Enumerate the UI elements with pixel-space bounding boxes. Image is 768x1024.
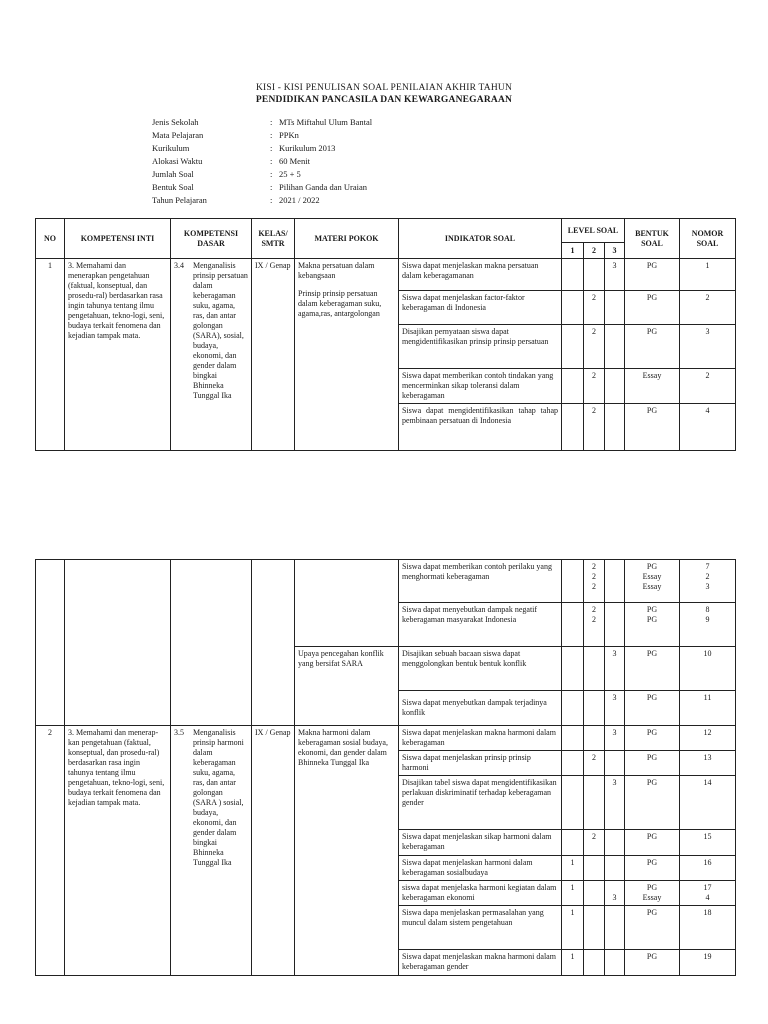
nomor-soal-cell: 4: [680, 404, 736, 451]
level-3-cell: [605, 830, 625, 856]
level-2-cell: [584, 856, 605, 881]
info-value: MTs Miftahul Ulum Bantal: [279, 117, 373, 127]
level-2-cell: 2: [584, 291, 605, 325]
level-3-cell: 3: [605, 881, 625, 906]
nomor-soal-cell: 7 2 3: [680, 560, 736, 603]
info-label: Kurikulum: [152, 143, 190, 153]
header-nomor-soal: NOMOR SOAL: [680, 219, 736, 259]
level-2-cell: 2: [584, 830, 605, 856]
level-3-cell: 3: [605, 726, 625, 751]
level-3-cell: [605, 369, 625, 404]
indikator-cell: Siswa dapat mengidentifikasikan tahap tahap pembinaan persatuan di Indonesia: [399, 404, 562, 451]
info-row: Bentuk Soal : Pilihan Ganda dan Uraian: [152, 182, 368, 192]
info-label: Mata Pelajaran: [152, 130, 204, 140]
nomor-soal-cell: 13: [680, 751, 736, 776]
nomor-soal-cell: 2: [680, 291, 736, 325]
level-1-cell: 1: [562, 950, 584, 976]
bentuk-soal-cell: PG: [625, 291, 680, 325]
bentuk-soal-cell: PG: [625, 751, 680, 776]
level-2-cell: [584, 259, 605, 291]
info-label: Bentuk Soal: [152, 182, 194, 192]
level-1-cell: [562, 291, 584, 325]
info-label: Alokasi Waktu: [152, 156, 203, 166]
level-3-cell: 3: [605, 776, 625, 830]
level-2-cell: [584, 776, 605, 830]
table-row: [36, 259, 736, 291]
header-indikator: INDIKATOR SOAL: [399, 219, 562, 259]
level-1-cell: [562, 560, 584, 603]
indikator-cell: Disajikan sebuah bacaan siswa dapat menggolongkan bentuk bentuk konflik: [399, 647, 562, 691]
row-number: [36, 560, 65, 726]
info-label: Jumlah Soal: [152, 169, 194, 179]
level-1-cell: [562, 647, 584, 691]
indikator-cell: Siswa dapat menjelaskan makna persatuan dalam keberagamanan: [399, 259, 562, 291]
level-3-cell: [605, 325, 625, 369]
indikator-cell: siswa dapat menjelaska harmoni kegiatan dalam keberagaman ekonomi: [399, 881, 562, 906]
indikator-cell: Siswa dapat menjelaskan makna harmoni dalam keberagaman: [399, 726, 562, 751]
level-3-cell: [605, 603, 625, 647]
level-1-cell: [562, 691, 584, 726]
kompetensi-dasar-cell: [171, 560, 252, 726]
indikator-cell: Siswa dapat menjelaskan sikap harmoni dalam keberagaman: [399, 830, 562, 856]
materi-item: Prinsip prinsip persatuan dalam keberagaman suku, agama,ras, antargolongan: [298, 289, 382, 318]
header-level-1: 1: [562, 243, 584, 259]
info-row: Jenis Sekolah : MTs Miftahul Ulum Bantal: [152, 117, 373, 127]
level-2-cell: [584, 906, 605, 950]
indikator-cell: Siswa dapat menjelaskan harmoni dalam keberagaman sosialbudaya: [399, 856, 562, 881]
level-2-cell: [584, 881, 605, 906]
info-value: Pilihan Ganda dan Uraian: [279, 182, 368, 192]
document-title: KISI - KISI PENULISAN SOAL PENILAIAN AKHIR TAHUN: [255, 83, 513, 93]
nomor-soal-cell: 11: [680, 691, 736, 726]
nomor-soal-cell: 10: [680, 647, 736, 691]
materi-item: Makna persatuan dalam kebangsaan: [298, 261, 375, 280]
info-row: Jumlah Soal : 25 + 5: [152, 169, 301, 179]
nomor-soal-cell: 2: [680, 369, 736, 404]
level-1-cell: [562, 369, 584, 404]
bentuk-soal-cell: Essay: [625, 369, 680, 404]
kompetensi-inti-cell: 3. Memahami dan menerap-kan pengetahuan (faktual, konseptual, dan prosedu-ral) berdasarkan rasa ingin tahunya tentang ilmu pengetahuan, tekno-logi, seni, budaya terkait fenomena dan kejadian tampak mata.: [65, 726, 171, 976]
level-3-cell: [605, 291, 625, 325]
level-3-cell: [605, 950, 625, 976]
indikator-cell: Siswa dapat menyebutkan dampak terjadinya konflik: [399, 691, 562, 726]
bentuk-soal-cell: PG: [625, 856, 680, 881]
info-row: Tahun Pelajaran : 2021 / 2022: [152, 195, 320, 205]
level-1-cell: [562, 776, 584, 830]
bentuk-soal-cell: PG: [625, 325, 680, 369]
level-2-cell: 2 2 2: [584, 560, 605, 603]
nomor-soal-cell: 12: [680, 726, 736, 751]
bentuk-soal-cell: PG: [625, 404, 680, 451]
row-number: 1: [36, 259, 65, 451]
kompetensi-dasar-cell: [171, 726, 252, 976]
table-row: [36, 560, 736, 603]
kd-number: 3.5: [174, 728, 184, 737]
indikator-cell: Siswa dapat menjelaskan prinsip prinsip harmoni: [399, 751, 562, 776]
bentuk-soal-cell: PG: [625, 776, 680, 830]
bentuk-soal-cell: PG PG: [625, 603, 680, 647]
nomor-soal-cell: 17 4: [680, 881, 736, 906]
level-1-cell: [562, 404, 584, 451]
header-no: NO: [36, 219, 65, 259]
indikator-cell: Siswa dapa menjelaskan permasalahan yang muncul dalam sistem pengetahuan: [399, 906, 562, 950]
bentuk-soal-cell: PG: [625, 691, 680, 726]
kd-text: Menganalisis prinsip harmoni dalam keberagaman suku, agama, ras, dan antar golongan (SARA ) sosial, budaya, ekonomi, dan gender dalam bingkai Bhinneka Tunggal Ika: [193, 728, 244, 867]
info-value: 60 Menit: [279, 156, 310, 166]
kompetensi-inti-cell: [65, 560, 171, 726]
level-1-cell: 1: [562, 856, 584, 881]
nomor-soal-cell: 1: [680, 259, 736, 291]
level-2-cell: 2: [584, 404, 605, 451]
nomor-soal-cell: 8 9: [680, 603, 736, 647]
bentuk-soal-cell: PG Essay Essay: [625, 560, 680, 603]
header-kompetensi-dasar: KOMPETENSI DASAR: [171, 219, 252, 259]
level-1-cell: [562, 726, 584, 751]
level-3-cell: [605, 560, 625, 603]
kompetensi-inti-cell: 3. Memahami dan menerapkan pengetahuan (faktual, konseptual, dan prosedu-ral) berdasarkan rasa ingin tahunya tentang ilmu pengetahuan, tekno-logi, seni, budaya terkait fenomena dan kejadian tampak mata.: [65, 259, 171, 451]
info-label: Jenis Sekolah: [152, 117, 199, 127]
indikator-cell: Disajikan tabel siswa dapat mengidentifikasikan perlakuan diskriminatif terhadap keberagaman gender: [399, 776, 562, 830]
bentuk-soal-cell: PG: [625, 950, 680, 976]
level-3-cell: [605, 906, 625, 950]
header-materi-pokok: MATERI POKOK: [295, 219, 399, 259]
materi-pokok-cell: Makna harmoni dalam keberagaman sosial budaya, ekonomi, dan gender dalam Bhinneka Tunggal Ika: [295, 726, 399, 976]
level-1-cell: [562, 751, 584, 776]
header-bentuk-soal: BENTUK SOAL: [625, 219, 680, 259]
bentuk-soal-cell: PG: [625, 830, 680, 856]
nomor-soal-cell: 16: [680, 856, 736, 881]
info-block: [152, 116, 372, 207]
table-row: [36, 726, 736, 751]
bentuk-soal-cell: PG: [625, 906, 680, 950]
level-2-cell: [584, 950, 605, 976]
document-subtitle: PENDIDIKAN PANCASILA DAN KEWARGANEGARAAN: [255, 95, 513, 105]
materi-pokok-cell: [295, 259, 399, 451]
row-number: 2: [36, 726, 65, 976]
level-2-cell: [584, 647, 605, 691]
header-kompetensi-inti: KOMPETENSI INTI: [65, 219, 171, 259]
kd-number: 3.4: [174, 261, 184, 270]
indikator-cell: Siswa dapat memberikan contoh tindakan yang mencerminkan sikap toleransi dalam keberagaman: [399, 369, 562, 404]
bentuk-soal-cell: PG Essay: [625, 881, 680, 906]
level-2-cell: 2: [584, 751, 605, 776]
level-3-cell: [605, 404, 625, 451]
kelas-cell: IX / Genap: [252, 726, 295, 976]
bentuk-soal-cell: PG: [625, 647, 680, 691]
level-1-cell: [562, 603, 584, 647]
nomor-soal-cell: 18: [680, 906, 736, 950]
level-1-cell: [562, 830, 584, 856]
level-3-cell: [605, 751, 625, 776]
level-1-cell: [562, 325, 584, 369]
info-row: Kurikulum : Kurikulum 2013: [152, 143, 336, 153]
bentuk-soal-cell: PG: [625, 259, 680, 291]
nomor-soal-cell: 3: [680, 325, 736, 369]
header-level-soal: LEVEL SOAL: [562, 219, 625, 243]
header-kelas: KELAS/ SMTR: [252, 219, 295, 259]
level-2-cell: [584, 691, 605, 726]
level-1-cell: [562, 259, 584, 291]
indikator-cell: Siswa dapat memberikan contoh perilaku yang menghormati keberagaman: [399, 560, 562, 603]
info-row: Alokasi Waktu : 60 Menit: [152, 156, 310, 166]
materi-pokok-cell: [295, 560, 399, 647]
kd-text: Menganalisis prinsip persatuan dalam keberagaman suku, agama, ras, dan antar golongan (SARA), sosial, budaya, ekonomi, dan gender dalam bingkai Bhinneka Tunggal Ika: [193, 261, 248, 400]
info-value: PPKn: [279, 130, 299, 140]
level-1-cell: 1: [562, 881, 584, 906]
kisi-table-2: [35, 559, 736, 976]
level-3-cell: 3: [605, 647, 625, 691]
nomor-soal-cell: 14: [680, 776, 736, 830]
level-3-cell: 3: [605, 259, 625, 291]
level-1-cell: 1: [562, 906, 584, 950]
level-2-cell: 2 2: [584, 603, 605, 647]
kompetensi-dasar-cell: [171, 259, 252, 451]
indikator-cell: Siswa dapat menjelaskan factor-faktor keberagaman di Indonesia: [399, 291, 562, 325]
info-row: Mata Pelajaran : PPKn: [152, 130, 299, 140]
info-value: Kurikulum 2013: [279, 143, 336, 153]
materi-pokok-cell: Upaya pencegahan konflik yang bersifat SARA: [295, 647, 399, 726]
indikator-cell: Siswa dapat menyebutkan dampak negatif keberagaman masyarakat Indonesia: [399, 603, 562, 647]
nomor-soal-cell: 19: [680, 950, 736, 976]
info-value: 2021 / 2022: [279, 195, 320, 205]
kisi-table-1: [35, 218, 736, 451]
level-3-cell: 3: [605, 691, 625, 726]
header-level-3: 3: [605, 243, 625, 259]
header-level-2: 2: [584, 243, 605, 259]
info-label: Tahun Pelajaran: [152, 195, 207, 205]
indikator-cell: Disajikan pernyataan siswa dapat mengidentifikasikan prinsip prinsip persatuan: [399, 325, 562, 369]
level-3-cell: [605, 856, 625, 881]
level-2-cell: 2: [584, 369, 605, 404]
level-2-cell: [584, 726, 605, 751]
kelas-cell: IX / Genap: [252, 259, 295, 451]
level-2-cell: 2: [584, 325, 605, 369]
info-value: 25 + 5: [279, 169, 301, 179]
bentuk-soal-cell: PG: [625, 726, 680, 751]
kelas-cell: [252, 560, 295, 726]
nomor-soal-cell: 15: [680, 830, 736, 856]
indikator-cell: Siswa dapat menjelaskan makna harmoni dalam keberagaman gender: [399, 950, 562, 976]
